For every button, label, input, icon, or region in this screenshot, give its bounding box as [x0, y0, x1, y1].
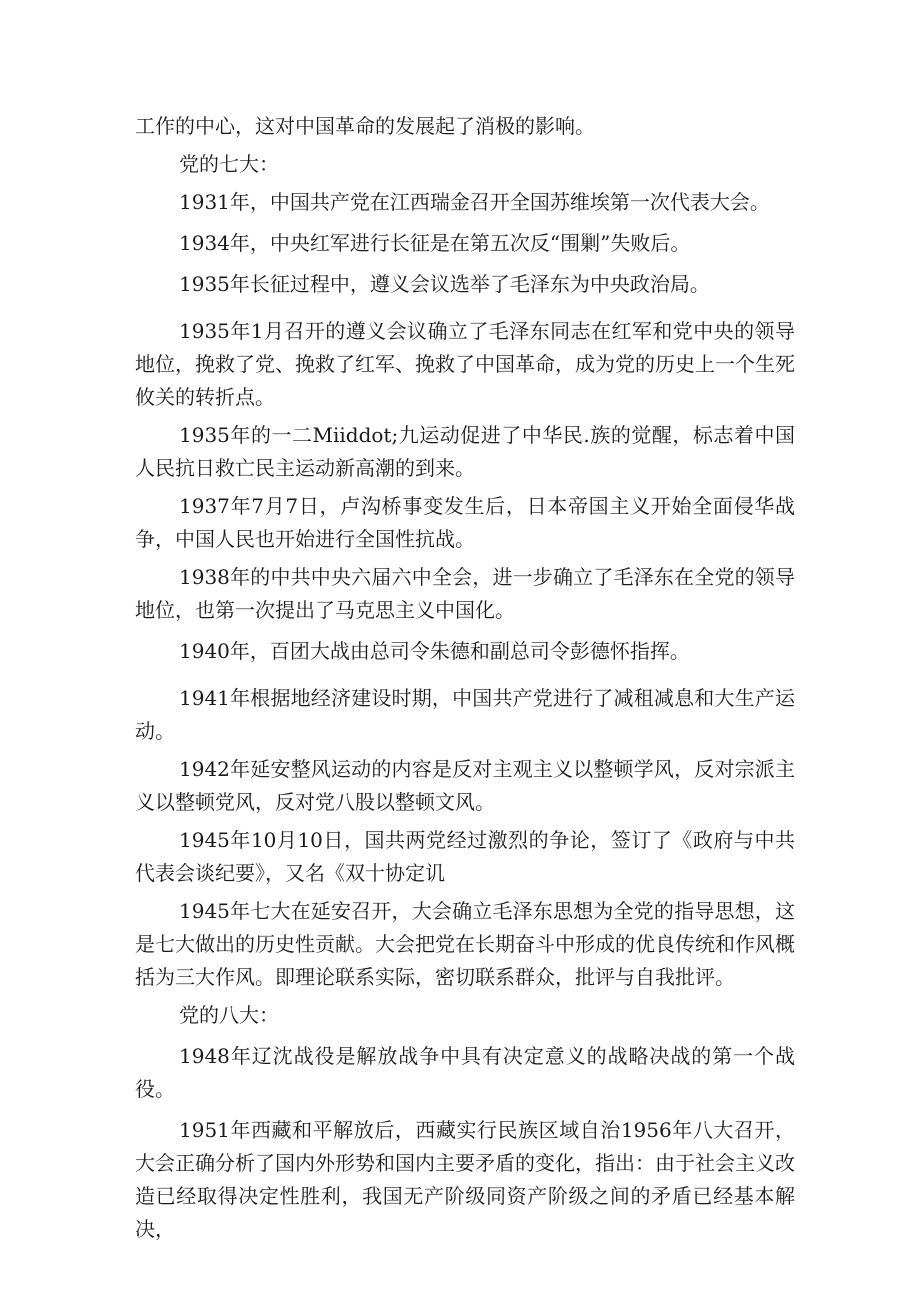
paragraph: 1941年根据地经济建设时期，中国共产党进行了减租减息和大生产运动。: [135, 686, 795, 743]
paragraph: 1937年7月7日，卢沟桥事变发生后，日本帝国主义开始全面侵华战争，中国人民也开始进行全国性抗战。: [135, 494, 795, 551]
paragraph: 1938年的中共中央六届六中全会，进一步确立了毛泽东在全党的领导地位，也第一次提出了马克思主义中国化。: [135, 565, 795, 622]
paragraph: 1945年10月10日，国共两党经过激烈的争论，签订了《政府与中共代表会谈纪要》，又名《双十协定讥: [135, 828, 795, 885]
paragraph: 1948年辽沈战役是解放战争中具有决定意义的战略决战的第一个战役。: [135, 1044, 795, 1101]
paragraph: 1935年的一二Miiddot;九运动促进了中华民.族的觉醒，标志着中国人民抗日救亡民主运动新高潮的到来。: [135, 423, 795, 480]
paragraph: 1935年1月召开的遵义会议确立了毛泽东同志在红军和党中央的领导地位，挽救了党、挽救了红军、挽救了中国革命，成为党的历史上一个生死攸关的转折点。: [135, 319, 795, 409]
section-heading: 党的七大：: [179, 152, 279, 176]
paragraph: 1935年长征过程中，遵义会议选举了毛泽东为中央政治局。: [179, 272, 710, 296]
paragraph: 1931年，中国共产党在江西瑞金召开全国苏维埃第一次代表大会。: [179, 190, 770, 214]
paragraph: 1934年，中央红军进行长征是在第五次反“围剿”失败后。: [179, 231, 691, 255]
paragraph: 1945年七大在延安召开，大会确立毛泽东思想为全党的指导思想，这是七大做出的历史性贡献。大会把党在长期奋斗中形成的优良传统和作风概括为三大作风。即理论联系实际，密切联系群众，批评与自我批评。: [135, 899, 795, 989]
paragraph: 1951年西藏和平解放后，西藏实行民族区域自治1956年八大召开，大会正确分析了国内外形势和国内主要矛盾的变化，指出：由于社会主义改造已经取得决定性胜利，我国无产阶级同资产阶级之间的矛盾已经基本解决，: [135, 1118, 795, 1241]
paragraph: 工作的中心，这对中国革命的发展起了消极的影响。: [135, 114, 595, 138]
paragraph: 1940年，百团大战由总司令朱德和副总司令彭德怀指挥。: [179, 639, 690, 663]
document-body: [135, 110, 795, 1246]
section-heading: 党的八大：: [179, 1003, 279, 1027]
paragraph: 1942年延安整风运动的内容是反对主观主义以整顿学风，反对宗派主义以整顿党风，反对党八股以整顿文风。: [135, 757, 795, 814]
